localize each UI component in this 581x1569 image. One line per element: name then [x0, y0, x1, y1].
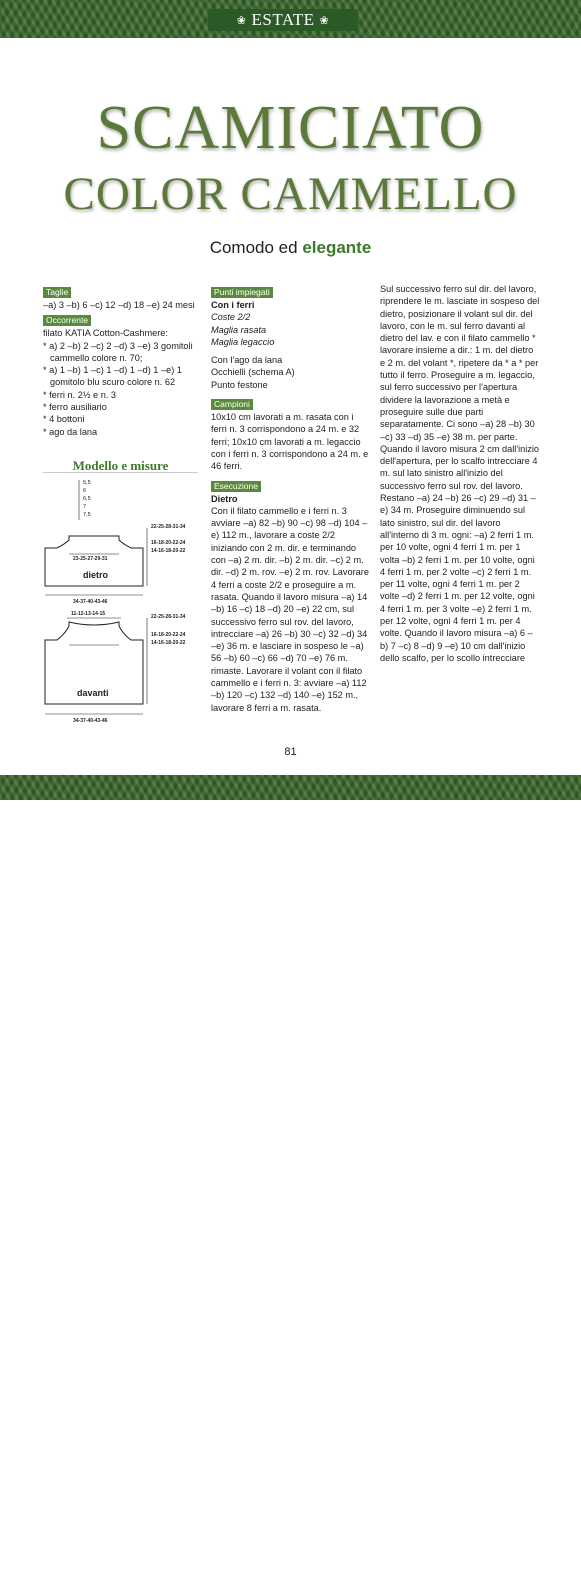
dietro-neck-value: 7,5 [83, 512, 91, 518]
footer-band [0, 775, 581, 1569]
flower-icon: ❀ [319, 15, 330, 27]
occorrente-item: * ago da lana [43, 426, 98, 437]
season-text: ESTATE [251, 10, 315, 29]
esecuzione-text: Con il filato cammello e i ferri n. 3 avviare –a) 82 –b) 90 –c) 98 –d) 104 –e) 112 m., lavorare a coste 2/2 iniziando con 2 m. dir. e terminando con –a) 2 m. dir. –b) 2 m. dir. –c) 2 m. dir. –d) 2 m. rov. –e) 2 m. rov. Lavorare 4 ferri a coste 2/2 e proseguire a m. rasata. Quando il lavoro misura –a) 14 –b) 16 –c) 18 –d) 20 –e) 22 cm, sul successivo ferro sul rov. del lavoro, intrecciare –a) 26 –b) 30 –c) 32 –d) 34 –e) 36 m. e lasciare in sospeso le –a) 56 –b) 60 –c) 66 –d) 70 –e) 76 m. rimaste. Lavorare il volant con il filato cammello e i ferri n. 3: avviare –a) 112 –b) 120 –c) 132 –d) 140 –e) 152 m., lavorare 8 ferri a m. rasata. [211, 505, 369, 713]
subtitle-bold: elegante [302, 238, 372, 257]
dietro-right-low: 14-16-18-20-22 [151, 548, 186, 554]
column-3 [380, 283, 540, 664]
davanti-bottom-width: 34-37-40-43-46 [73, 718, 108, 724]
column-1 [43, 283, 203, 438]
punti-item: Occhielli (schema A) [211, 367, 295, 378]
column-2 [211, 283, 371, 714]
dietro-neck-value: 5,5 [83, 480, 91, 486]
subtitle [0, 238, 581, 258]
dietro-bottom-width: 34-37-40-43-46 [73, 599, 108, 605]
dietro-neck-value: 6 [83, 488, 87, 494]
dietro-right-mid: 16-18-20-22-24 [151, 540, 186, 546]
dietro-neck-value: 6,5 [83, 496, 91, 502]
watermark: PassionForum.ru [496, 1558, 573, 1569]
dietro-right-top: 22-25-28-31-34 [151, 524, 186, 530]
page-number: 81 [284, 746, 297, 758]
davanti-right-mid: 16-18-20-22-24 [151, 632, 186, 638]
season-label [208, 9, 358, 31]
punti-item: Punto festone [211, 379, 268, 390]
subtitle-plain: Comodo ed [209, 238, 303, 257]
section-heading-punti: Punti impiegati [211, 287, 273, 298]
title-line-2: COLOR CAMMELLO [63, 168, 518, 220]
section-heading-esecuzione: Esecuzione [211, 481, 261, 492]
punti-item [211, 311, 371, 323]
occorrente-item: * a) 2 –b) 2 –c) 2 –d) 3 –e) 3 gomitoli cammello colore n. 70; [43, 340, 193, 363]
occorrente-item: * ferro ausiliario [43, 402, 107, 413]
occorrente-item: * ferri n. 2½ e n. 3 [43, 389, 117, 400]
davanti-right-top: 22-25-28-31-34 [151, 614, 186, 620]
section-heading-taglie: Taglie [43, 287, 71, 298]
occorrente-item: * 4 bottoni [43, 414, 85, 425]
flower-icon: ❀ [236, 15, 247, 27]
dietro-inner-width: 23-25-27-29-31 [73, 556, 108, 562]
esecuzione-sub: Dietro [211, 493, 238, 504]
schematic-diagram [43, 478, 203, 728]
column-3-text: Sul successivo ferro sul dir. del lavoro, riprendere le m. lasciate in sospeso del dietro, posizionare il volant sul dir. del lavoro, con le m. sul ferro davanti al dietro del lav. e con il filato cammello * lavorare insieme a dir.: 1 m. del dietro e 2 m. del volant *, ripetere da * a * per tutto il ferro. Proseguire a m. legaccio, sul ferro successivo per l'apertura dividere la lavorazione a metà e proseguire sulle due parti separatamente. Ci sono –a) 28 –b) 30 –c) 33 –d) 35 –e) 38 m. per parte. Quando il lavoro misura 2 cm dall'inizio dell'apertura, per lo scalfo intrecciare 4 m. sul lato sinistro all'inizio del successivo ferro sul rov. del lavoro. Restano –a) 24 –b) 26 –c) 29 –d) 31 –e) 34 m. Proseguire diminuendo sul lato sinistro, sul dir. del lavoro all'interno di 3 m. ogni: –a) 2 ferri 1 m. per 10 volte, ogni 4 ferri 1 m. per 1 volta –b) 2 ferri 1 m. per 10 volte, ogni 4 ferri 1 m. per 2 volte –c) 2 ferri 1 m. per 11 volte, ogni 4 ferri 1 m. per 2 volte –d) 2 ferri 1 m. per 12 volte, ogni 4 ferri 1 m. per 3 volte –e) 2 ferri 1 m. per 12 volte, ogni 4 ferri 1 m. per 4 volte. Quando il lavoro misura –a) 6 –b) 7 –c) 8 –d) 9 –e) 10 cm dall'inizio dello scalfo, per lo scollo intrecciare [380, 284, 540, 663]
punti-sub: Con l'ago da lana [211, 355, 283, 366]
header-band [0, 0, 581, 38]
davanti-top-width: 11-12-13-14-15 [71, 611, 106, 617]
punti-item [211, 336, 371, 348]
dietro-neck-value: 7 [83, 504, 87, 510]
punti-item-text: Maglia rasata [211, 324, 267, 335]
section-heading-campioni: Campioni [211, 399, 253, 410]
punti-item-text: Coste 2/2 [211, 312, 251, 323]
davanti-label: davanti [77, 688, 109, 698]
dietro-label: dietro [83, 570, 109, 580]
punti-item-text: Maglia legaccio [211, 336, 275, 347]
section-heading-occorrente: Occorrente [43, 315, 91, 326]
punti-sub: Con i ferri [211, 300, 255, 310]
occorrente-intro: filato KATIA Cotton-Cashmere: [43, 328, 168, 339]
occorrente-item: * a) 1 –b) 1 –c) 1 –d) 1 –d) 1 –e) 1 gomitolo blu scuro colore n. 62 [43, 365, 182, 388]
campioni-text: 10x10 cm lavorati a m. rasata con i ferri n. 3 corrispondono a 24 m. e 32 ferri; 10x10 cm lavorati a m. legaccio con i ferri n. 3 corrispondono a 24 m. e 46 ferri. [211, 412, 369, 472]
title-line-1: SCAMICIATO [96, 94, 485, 162]
diagram-title: Modello e misure [43, 458, 198, 474]
punti-item [211, 324, 371, 336]
taglie-text: –a) 3 –b) 6 –c) 12 –d) 18 –e) 24 mesi [43, 300, 195, 310]
davanti-right-low: 14-16-18-20-22 [151, 640, 186, 646]
